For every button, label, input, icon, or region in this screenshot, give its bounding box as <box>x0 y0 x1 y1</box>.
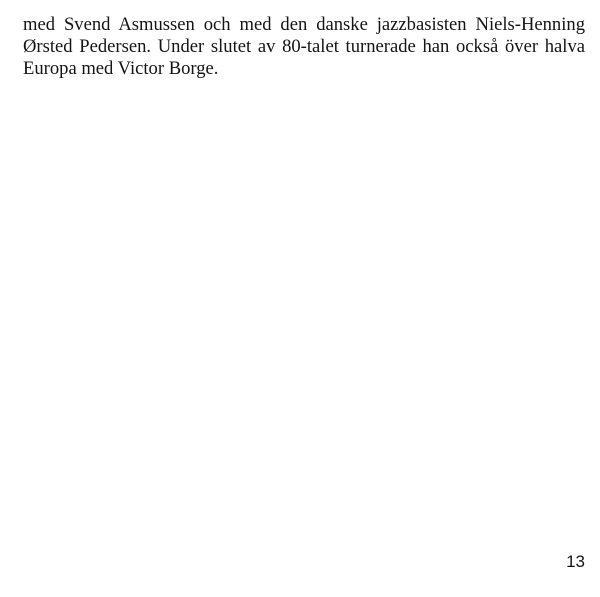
page-number: 13 <box>566 552 585 571</box>
paragraph-line-3: Europa med Victor Borge. <box>23 58 219 79</box>
body-paragraph <box>23 14 585 80</box>
paragraph-line-2: Ørsted Pedersen. Under slutet av 80-talet turnerade han också över halva <box>23 36 585 57</box>
paragraph-line-1: med Svend Asmussen och med den danske jazzbasisten Niels-Henning <box>23 14 585 35</box>
